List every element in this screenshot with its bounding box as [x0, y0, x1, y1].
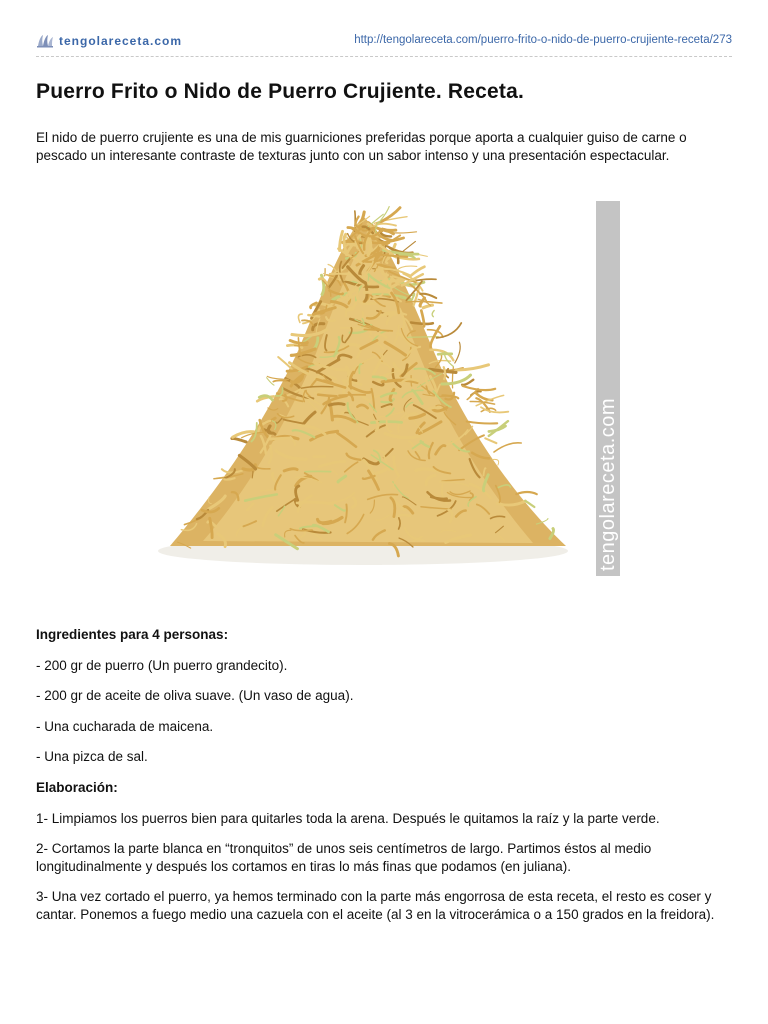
leek-strand [295, 345, 308, 346]
leek-strand [398, 515, 410, 516]
step-item: 2- Cortamos la parte blanca en “tronquitos” de unos seis centímetros de largo. Partimos éstos al medio longitudinalmente y después los cortamos en tiras lo más finas que podamos (en juliana). [36, 841, 652, 874]
site-brand[interactable] [36, 33, 182, 48]
page-url-link[interactable]: http://tengolareceta.com/puerro-frito-o-nido-de-puerro-crujiente-receta/273 [354, 34, 732, 46]
intro-paragraph: El nido de puerro crujiente es una de mis guarniciones preferidas porque aporta a cualquier guiso de carne o pescado un interesante contraste de texturas junto con un sabor intenso y una presentación espectacular. [36, 130, 687, 163]
ingredient-item: - Una cucharada de maicena. [36, 718, 214, 734]
site-logo-icon [36, 33, 54, 48]
ingredient-item: - 200 gr de puerro (Un puerro grandecito). [36, 657, 288, 673]
recipe-content [36, 626, 732, 924]
page-title: Puerro Frito o Nido de Puerro Crujiente. Receta. [36, 80, 525, 103]
step-item: 3- Una vez cortado el puerro, ya hemos terminado con la parte más engorrosa de esta receta, el resto es coser y cantar. Ponemos a fuego medio una cazuela con el aceite (al 3 en la vitrocerámica o a 150 grados en la freidora). [36, 889, 715, 922]
step-item: 1- Limpiamos los puerros bien para quitarles toda la arena. Después le quitamos la raíz y la parte verde. [36, 810, 660, 826]
leek-strand [305, 471, 331, 472]
leek-strand [269, 438, 290, 439]
leek-strand [339, 395, 365, 396]
steps-heading: Elaboración: [36, 779, 118, 795]
fried-leek-nest-photo [148, 201, 620, 576]
ingredient-item: - Una pizca de sal. [36, 749, 148, 765]
photo-watermark: tengolareceta.com [597, 397, 619, 571]
ingredient-item: - 200 gr de aceite de oliva suave. (Un vaso de agua). [36, 688, 354, 704]
leek-strand [411, 323, 433, 324]
site-name: tengolareceta.com [59, 33, 183, 48]
ingredients-heading: Ingredientes para 4 personas: [36, 627, 229, 642]
leek-strand [329, 404, 344, 405]
page-header [36, 33, 732, 51]
leek-strand [318, 395, 336, 397]
header-divider [36, 56, 732, 57]
